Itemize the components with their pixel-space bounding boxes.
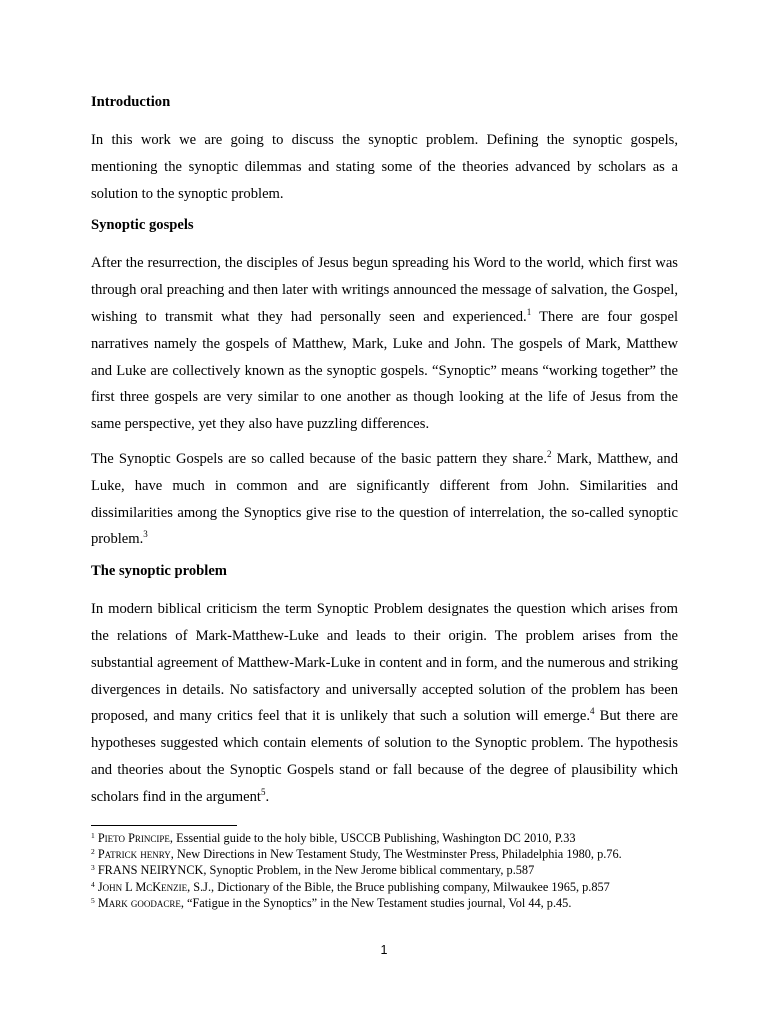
footnote-author: Patrick henry	[97, 846, 171, 861]
footnote-ref-1: 1	[526, 306, 532, 317]
footnote-ref-4: 4	[589, 706, 595, 717]
paragraph-text: In modern biblical criticism the term Synoptic Problem designates the question which arises from the relations of Mark-Matthew-Luke and leads to their origin. The problem arises from the substantial agreement of Matthew-Mark-Luke in content and in form, and the numerous and striking divergences in details. No satisfactory and universally accepted solution of the problem has been proposed, and many critics feel that it is unlikely that such a solution will emerge.	[91, 601, 678, 725]
footnote-text: , “Fatigue in the Synoptics” in the New Testament studies journal, Vol 44, p.45.	[180, 896, 572, 911]
footnote-5	[91, 895, 678, 911]
footnote-text: , S.J., Dictionary of the Bible, the Bruce publishing company, Milwaukee 1965, p.857	[187, 879, 610, 894]
footnote-number: 3	[91, 863, 95, 873]
footnote-author: Pieto Principe	[97, 830, 170, 845]
footnote-separator	[91, 825, 237, 826]
footnote-author: FRANS NEIRYNCK	[97, 863, 204, 878]
footnote-text: , New Directions in New Testament Study, The Westminster Press, Philadelphia 1980, p.76.	[170, 846, 622, 861]
paragraph-text: There are four gospel narratives namely the gospels of Matthew, Mark, Luke and John. The gospels of Mark, Matthew and Luke are collectively known as the synoptic gospels. “Synoptic” means “working together” the first three gospels are very similar to one another as though looking at the life of Jesus from the same perspective, yet they also have puzzling differences.	[91, 308, 678, 433]
paragraph-text: But there are hypotheses suggested which contain elements of solution to the Synoptic problem. The hypothesis and theories about the Synoptic Gospels stand or fall because of the degree of plausibility which scholars find in the argument	[91, 708, 678, 805]
paragraph-text: Mark, Matthew, and Luke, have much in common and are significantly different from John. Similarities and dissimilarities among the Synoptics give rise to the question of interrelation, the so-called synoptic problem.	[91, 450, 678, 548]
paragraph-synoptic-gospels-1	[91, 250, 678, 438]
paragraph-text: .	[265, 788, 270, 805]
footnote-number: 5	[91, 896, 95, 906]
page-number: 1	[380, 943, 388, 957]
footnote-2	[91, 846, 678, 862]
footnote-text: , Synoptic Problem, in the New Jerome biblical commentary, p.587	[203, 863, 535, 878]
paragraph-synoptic-gospels-2	[91, 446, 678, 553]
heading-synoptic-gospels: Synoptic gospels	[91, 217, 194, 234]
paragraph-synoptic-problem	[91, 596, 678, 810]
footnote-ref-5: 5	[260, 786, 266, 797]
paragraph-text: After the resurrection, the disciples of Jesus begun spreading his Word to the world, which first was through oral preaching and then later with writings announced the message of salvation, the Gospel, wishing to transmit what they had personally seen and experienced.	[91, 255, 678, 325]
footnote-number: 1	[91, 830, 95, 840]
footnote-1	[91, 830, 678, 846]
footnote-number: 4	[91, 879, 95, 889]
heading-synoptic-problem: The synoptic problem	[91, 563, 227, 580]
footnote-3	[91, 862, 678, 878]
paragraph-introduction: In this work we are going to discuss the synoptic problem. Defining the synoptic gospels, mentioning the synoptic dilemmas and stating some of the theories advanced by scholars as a solution to the synoptic problem.	[91, 132, 678, 202]
heading-introduction: Introduction	[91, 94, 171, 110]
paragraph-text: The Synoptic Gospels are so called because of the basic pattern they share.	[91, 450, 547, 467]
footnote-4	[91, 879, 678, 895]
footnote-ref-2: 2	[546, 448, 552, 459]
footnote-ref-3: 3	[143, 529, 148, 540]
footnote-author: John L McKenzie	[97, 879, 188, 894]
footnote-author: Mark goodacre	[97, 896, 181, 911]
footnote-number: 2	[91, 846, 95, 856]
footnote-text: , Essential guide to the holy bible, USCCB Publishing, Washington DC 2010, P.33	[169, 830, 576, 845]
